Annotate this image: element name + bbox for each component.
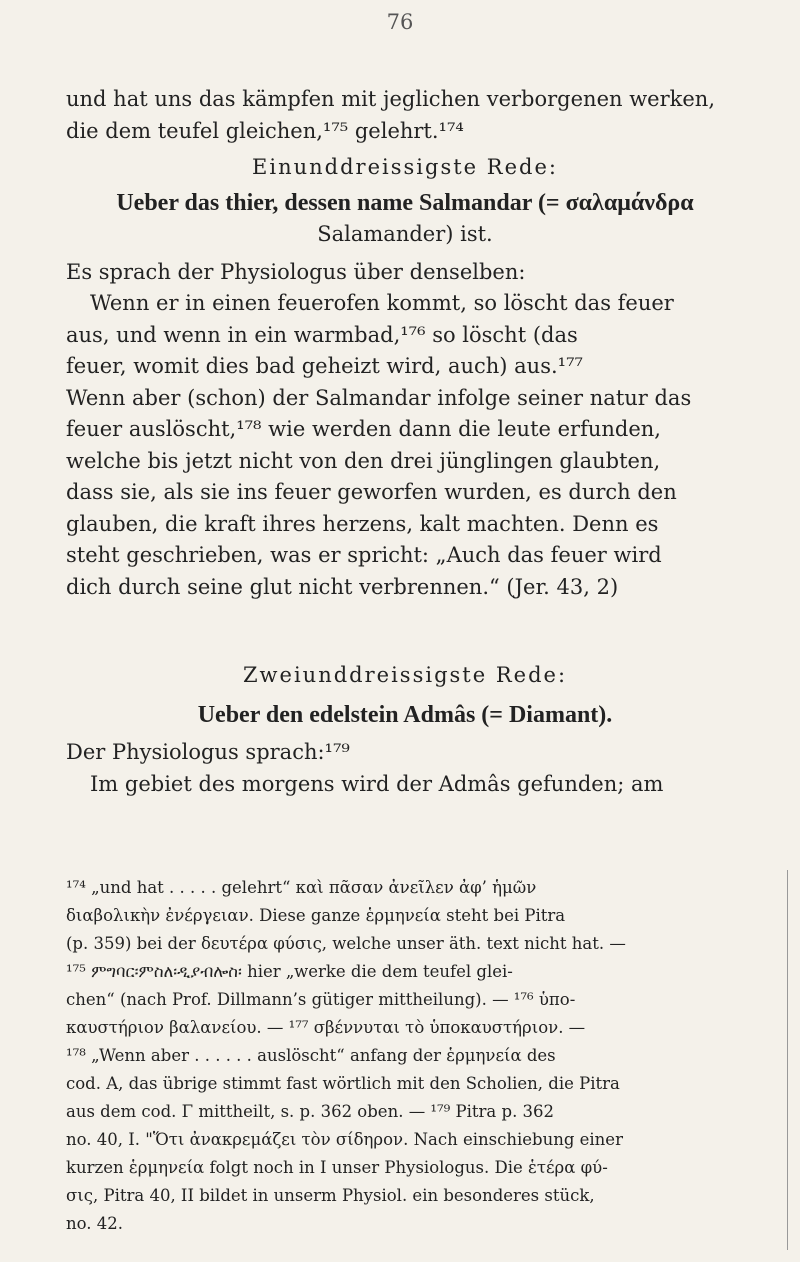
text-line: Der Physiologus sprach:¹⁷⁹ <box>66 740 350 764</box>
footnote-line: no. 40, I. "Ὅτι ἀνακρεμάζει τὸν σίδηρον. Nach einschiebung einer <box>66 1130 623 1149</box>
footnote-line: cod. A, das übrige stimmt fast wörtlich mit den Scholien, die Pitra <box>66 1074 620 1093</box>
text-line: feuer, womit dies bad geheizt wird, auch) aus.¹⁷⁷ <box>66 354 583 378</box>
text-line: steht geschrieben, was er spricht: „Auch das feuer wird <box>66 543 662 567</box>
chapter-title: Ueber den edelstein Admâs (= Diamant). <box>197 701 613 728</box>
chapter-title-cont: Salamander) ist. <box>317 222 493 246</box>
text-line: Es sprach der Physiologus über denselben: <box>66 259 526 284</box>
footnote-line: (p. 359) bei der δευτέρα φύσις, welche unser äth. text nicht hat. — <box>66 934 626 953</box>
text-line: und hat uns das kämpfen mit jeglichen verborgenen werken, <box>66 87 715 111</box>
page-number: 76 <box>386 10 414 34</box>
footnote-line: ¹⁷⁸ „Wenn aber . . . . . . auslöscht“ anfang der ἑρμηνεία des <box>66 1046 556 1065</box>
text-line: dass sie, als sie ins feuer geworfen wurden, es durch den <box>66 480 677 504</box>
text-line: welche bis jetzt nicht von den drei jünglingen glaubten, <box>66 448 661 473</box>
text-line: dich durch seine glut nicht verbrennen.“ (Jer. 43, 2) <box>66 574 619 599</box>
footnote-line: καυστήριον βαλανείου. — ¹⁷⁷ σβέννυται τὸ ὑποκαυστήριον. — <box>66 1018 586 1037</box>
text-line: Wenn aber (schon) der Salmandar infolge seiner natur das <box>66 385 692 410</box>
chapter-31 <box>66 152 744 603</box>
chapter-heading: Zweiunddreissigste Rede: <box>242 663 568 687</box>
text-line: glauben, die kraft ihres herzens, kalt machten. Denn es <box>66 511 659 536</box>
text-line: feuer auslöscht,¹⁷⁸ wie werden dann die leute erfunden, <box>66 417 661 441</box>
text-line: Im gebiet des morgens wird der Admâs gefunden; am <box>90 771 664 796</box>
text-line: Wenn er in einen feuerofen kommt, so löscht das feuer <box>90 291 674 315</box>
chapter-body <box>66 737 744 800</box>
page-edge-line <box>787 870 788 1250</box>
chapter-title: Ueber das thier, dessen name Salmandar (= σαλαμάνδρα <box>116 189 694 216</box>
chapter-32 <box>66 660 744 800</box>
footnote-line: διαβολικὴν ἐνέργειαν. Diese ganze ἑρμηνεία steht bei Pitra <box>66 906 566 925</box>
chapter-body <box>66 257 744 604</box>
footnote-line: no. 42. <box>66 1214 124 1233</box>
intro-text <box>66 84 744 147</box>
chapter-heading: Einunddreissigste Rede: <box>252 155 558 179</box>
text-line: die dem teufel gleichen,¹⁷⁵ gelehrt.¹⁷⁴ <box>66 118 464 143</box>
footnote-line: kurzen ἑρμηνεία folgt noch in I unser Physiologus. Die ἑτέρα φύ- <box>66 1158 608 1177</box>
footnotes <box>66 874 744 1238</box>
footnote-line: ¹⁷⁴ „und hat . . . . . gelehrt“ καὶ πᾶσαν ἀνεῖλεν ἀφ’ ἡμῶν <box>66 878 537 897</box>
footnote-line: chen“ (nach Prof. Dillmann’s gütiger mittheilung). — ¹⁷⁶ ὑπο- <box>66 990 576 1009</box>
footnote-line: σις, Pitra 40, II bildet in unserm Physiol. ein besonderes stück, <box>66 1186 595 1205</box>
footnote-line: ¹⁷⁵ ምግባር፡ምስለ፡ዲያብሎስ፡ hier „werke die dem teufel glei- <box>66 962 513 981</box>
text-line: aus, und wenn in ein warmbad,¹⁷⁶ so löscht (das <box>66 322 578 347</box>
footnote-line: aus dem cod. Γ mittheilt, s. p. 362 oben. — ¹⁷⁹ Pitra p. 362 <box>66 1102 555 1121</box>
